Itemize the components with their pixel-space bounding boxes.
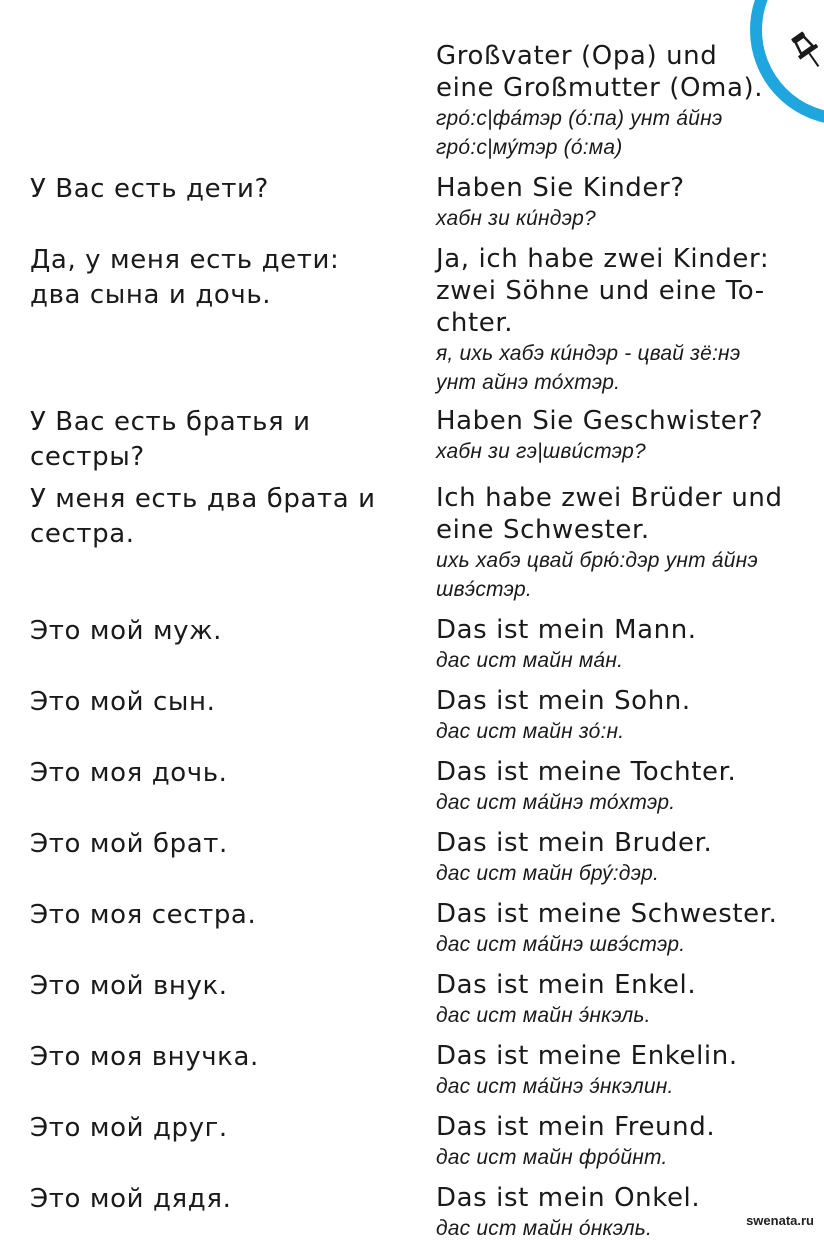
german-line: Ja, ich habe zwei Kinder: [436,244,770,274]
german-text [436,685,816,746]
transcription-line: дас ист майн зо́:н. [436,720,625,743]
russian-line: Это моя сестра. [30,900,257,930]
russian-text [30,1111,410,1146]
russian-text [30,898,410,933]
russian-text [30,482,410,552]
russian-text [30,243,410,313]
german-text [436,969,816,1030]
transcription [436,1143,816,1172]
transcription-line: дас ист ма́йнэ то́хтэр. [436,791,676,814]
transcription [436,104,816,162]
german-line: zwei Söhne und eine To- [436,276,765,306]
russian-text [30,1040,410,1075]
russian-text [30,827,410,862]
german-line: Großvater (Opa) und [436,41,718,71]
russian-line: Да, у меня есть дети: [30,245,340,275]
transcription-line: хабн зи ки́ндэр? [436,207,596,230]
transcription-line: дас ист ма́йнэ швэ́стэр. [436,933,686,956]
german-line: Das ist meine Tochter. [436,757,737,787]
russian-line: сестры? [30,442,145,472]
transcription [436,1072,816,1101]
transcription-line: я, ихь хабэ ки́ндэр - цвай зё:нэ [436,342,741,365]
russian-text [30,405,410,475]
german-text [436,827,816,888]
german-line: Haben Sie Kinder? [436,173,685,203]
german-line: Das ist mein Onkel. [436,1183,701,1213]
transcription [436,646,816,675]
german-line: Das ist meine Schwester. [436,899,778,929]
russian-line: У Вас есть дети? [30,174,269,204]
russian-text [30,969,410,1004]
russian-text [30,756,410,791]
german-line: Das ist mein Enkel. [436,970,697,1000]
transcription-line: дас ист майн э́нкэль. [436,1004,651,1027]
russian-line: Это мой брат. [30,829,228,859]
transcription [436,546,816,604]
transcription [436,1001,816,1030]
german-line: Das ist mein Sohn. [436,686,691,716]
russian-line: Это моя дочь. [30,758,228,788]
german-text [436,243,816,397]
german-text [436,405,816,466]
german-text [436,1040,816,1101]
german-line: Haben Sie Geschwister? [436,406,764,436]
german-line: Das ist mein Bruder. [436,828,713,858]
transcription-line: ихь хабэ цвай брю́:дэр унт а́йнэ [436,549,758,572]
german-text [436,482,816,604]
transcription [436,930,816,959]
transcription-line: унт айнэ то́хтэр. [436,371,621,394]
russian-text [30,614,410,649]
german-line: Das ist mein Mann. [436,615,697,645]
russian-text [30,172,410,207]
transcription-line: дас ист майн бру́:дэр. [436,862,660,885]
transcription-line: дас ист майн фро́йнт. [436,1146,668,1169]
transcription-line: гро́:с|му́тэр (о́:ма) [436,136,623,159]
german-line: eine Großmutter (Oma). [436,73,764,103]
german-line: eine Schwester. [436,515,650,545]
transcription [436,339,816,397]
german-line: Das ist mein Freund. [436,1112,716,1142]
russian-line: Это мой сын. [30,687,216,717]
transcription-line: дас ист майн ма́н. [436,649,624,672]
german-line: chter. [436,308,514,338]
german-line: Ich habe zwei Brüder und [436,483,783,513]
transcription [436,437,816,466]
russian-text [30,1182,410,1217]
transcription-line: дас ист ма́йнэ э́нкэлин. [436,1075,674,1098]
russian-line: У Вас есть братья и [30,407,311,437]
german-text [436,40,816,162]
transcription [436,204,816,233]
russian-line: два сына и дочь. [30,280,272,310]
german-text [436,1111,816,1172]
russian-line: Это моя внучка. [30,1042,259,1072]
russian-line: сестра. [30,519,135,549]
russian-line: Это мой дядя. [30,1184,232,1214]
watermark: swenata.ru [746,1213,814,1228]
german-text [436,756,816,817]
transcription-line: дас ист майн о́нкэль. [436,1217,653,1240]
russian-line: Это мой друг. [30,1113,228,1143]
german-text [436,614,816,675]
german-text [436,898,816,959]
transcription-line: швэ́стэр. [436,578,532,601]
transcription [436,717,816,746]
russian-line: Это мой внук. [30,971,228,1001]
russian-line: У меня есть два брата и [30,484,376,514]
russian-text [30,685,410,720]
transcription-line: гро́:с|фа́тэр (о́:па) унт а́йнэ [436,107,723,130]
transcription [436,859,816,888]
transcription [436,788,816,817]
transcription-line: хабн зи гэ|шви́стэр? [436,440,646,463]
german-text [436,172,816,233]
german-line: Das ist meine Enkelin. [436,1041,738,1071]
russian-line: Это мой муж. [30,616,223,646]
